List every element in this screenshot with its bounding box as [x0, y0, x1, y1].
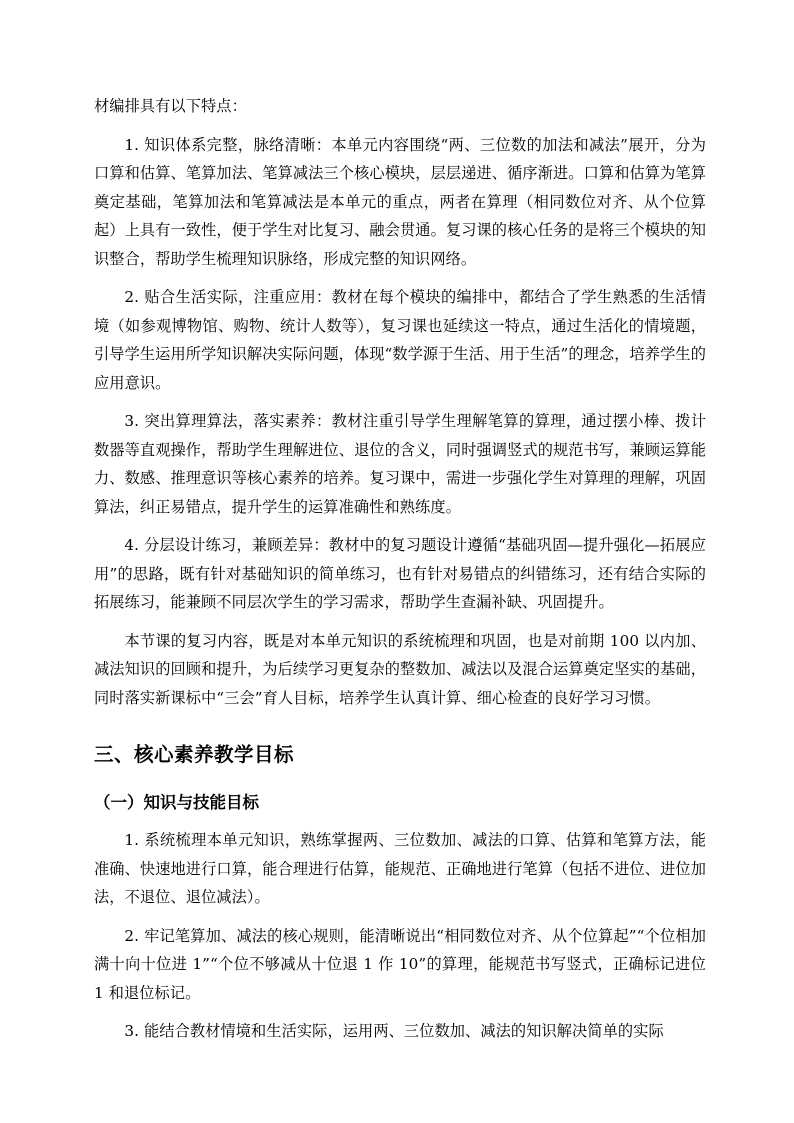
feature-paragraph-1: 1. 知识体系完整，脉络清晰：本单元内容围绕“两、三位数的加法和减法”展开，分为口算和估算、笔算加法、笔算减法三个核心模块，层层递进、循序渐进。口算和估算为笔算奠定基础，笔算加法和笔算减法是本单元的重点，两者在算理（相同数位对齐、从个位算起）上具有一致性，便于学生对比复习、融会贯通。复习课的核心任务的是将三个模块的知识整合，帮助学生梳理知识脉络，形成完整的知识网络。	[94, 135, 706, 268]
feature-paragraph-3: 3. 突出算理算法，落实素养：教材注重引导学生理解笔算的算理，通过摆小棒、拨计数器等直观操作，帮助学生理解进位、退位的含义，同时强调竖式的规范书写，兼顾运算能力、数感、推理意识等核心素养的培养。复习课中，需进一步强化学生对算理的理解，巩固算法，纠正易错点，提升学生的运算准确性和熟练度。	[94, 412, 706, 516]
document-body	[94, 92, 706, 1056]
subsection-heading: （一）知识与技能目标	[94, 793, 259, 812]
goal-paragraph-3: 3. 能结合教材情境和生活实际，运用两、三位数加、减法的知识解决简单的实际	[124, 1022, 664, 1040]
goal-paragraph-2: 2. 牢记笔算加、减法的核心规则，能清晰说出“相同数位对齐、从个位算起”“个位相加满十向十位进 1”“个位不够减从十位退 1 作 10”的算理，能规范书写竖式，正确标记进位 1 和退位标记。	[94, 926, 706, 1002]
feature-paragraph-4: 4. 分层设计练习，兼顾差异：教材中的复习题设计遵循“基础巩固—提升强化—拓展应用”的思路，既有针对基础知识的简单练习，也有针对易错点的纠错练习，还有结合实际的拓展练习，能兼顾不同层次学生的学习需求，帮助学生查漏补缺、巩固提升。	[94, 536, 706, 611]
intro-line: 材编排具有以下特点：	[94, 97, 247, 115]
section-heading: 三、核心素养教学目标	[94, 743, 295, 766]
feature-paragraph-2: 2. 贴合生活实际，注重应用：教材在每个模块的编排中，都结合了学生熟悉的生活情境（如参观博物馆、购物、统计人数等），复习课也延续这一特点，通过生活化的情境题，引导学生运用所学知识解决实际问题，体现“数学源于生活、用于生活”的理念，培养学生的应用意识。	[94, 288, 706, 392]
summary-paragraph: 本节课的复习内容，既是对本单元知识的系统梳理和巩固，也是对前期 100 以内加、减法知识的回顾和提升，为后续学习更复杂的整数加、减法以及混合运算奠定坚实的基础，同时落实新课标中“三会”育人目标，培养学生认真计算、细心检查的良好学习习惯。	[94, 631, 706, 707]
goal-paragraph-1: 1. 系统梳理本单元知识，熟练掌握两、三位数加、减法的口算、估算和笔算方法，能准确、快速地进行口算，能合理进行估算，能规范、正确地进行笔算（包括不进位、进位加法，不退位、退位减法）。	[94, 831, 706, 906]
